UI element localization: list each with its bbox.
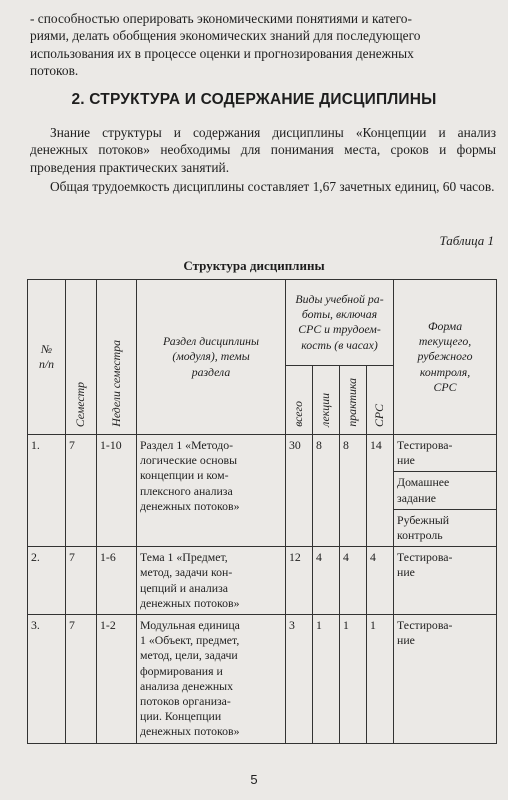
- cell-control: Тестирова- ние: [394, 615, 497, 744]
- cell-srs: 1: [367, 615, 394, 744]
- control-item: Рубежный контроль: [394, 509, 496, 546]
- header-num: № п/п: [28, 280, 66, 435]
- header-practice: практика: [340, 365, 367, 434]
- cell-num: 2.: [28, 547, 66, 615]
- cell-num: 3.: [28, 615, 66, 744]
- cell-total: 3: [286, 615, 313, 744]
- header-total: всего: [286, 365, 313, 434]
- cell-control: Тестирова- ние: [394, 547, 497, 615]
- cell-semester: 7: [66, 615, 97, 744]
- cell-weeks: 1-2: [97, 615, 137, 744]
- page-number: 5: [250, 772, 258, 787]
- cell-section: Модульная единица 1 «Объект, предмет, метод, цели, задачи формирования и анализа денежных потоков организа- ции. Концепции денежных потоков»: [137, 615, 286, 744]
- header-control: Форма текущего, рубежного контроля, СРС: [394, 280, 497, 435]
- section-heading: 2. СТРУКТУРА И СОДЕРЖАНИЕ ДИСЦИПЛИНЫ: [71, 91, 437, 108]
- paragraph-structure: Знание структуры и содержания дисциплины «Концепции и анализ денежных потоков» необходимы для понимания места, сроков и формы проведения практических занятий.: [30, 125, 496, 175]
- table-caption: Таблица 1: [439, 233, 494, 248]
- cell-semester: 7: [66, 435, 97, 547]
- paragraph-workload: Общая трудоемкость дисциплины составляет 1,67 зачетных единиц, 60 часов.: [50, 179, 495, 194]
- intro-line: риями, делать обобщения экономических знаний для последующего: [30, 28, 421, 44]
- cell-lectures: 1: [313, 615, 340, 744]
- cell-practice: 8: [340, 435, 367, 547]
- intro-line: потоков.: [30, 63, 79, 79]
- table-row: [28, 615, 497, 744]
- cell-lectures: 8: [313, 435, 340, 547]
- header-section: Раздел дисциплины (модуля), темы раздела: [137, 280, 286, 435]
- cell-total: 30: [286, 435, 313, 547]
- cell-section: Раздел 1 «Методо- логические основы концепции и ком- плексного анализа денежных потоков»: [137, 435, 286, 547]
- cell-control: [394, 435, 497, 547]
- table-title: Структура дисциплины: [183, 258, 325, 273]
- cell-practice: 4: [340, 547, 367, 615]
- header-weeks: Недели семестра: [97, 280, 137, 435]
- cell-semester: 7: [66, 547, 97, 615]
- intro-line: использования их в процессе оценки и прогнозирования денежных: [30, 45, 414, 61]
- discipline-structure-table: [27, 279, 497, 744]
- cell-srs: 4: [367, 547, 394, 615]
- header-lectures: лекции: [313, 365, 340, 434]
- table-header-row: [28, 280, 497, 366]
- header-work-types: Виды учебной ра- боты, включая СРС и трудоем- кость (в часах): [286, 280, 394, 366]
- header-srs: СРС: [367, 365, 394, 434]
- cell-practice: 1: [340, 615, 367, 744]
- cell-weeks: 1-10: [97, 435, 137, 547]
- cell-num: 1.: [28, 435, 66, 547]
- cell-section: Тема 1 «Предмет, метод, задачи кон- цепций и анализа денежных потоков»: [137, 547, 286, 615]
- control-item: Домашнее задание: [394, 471, 496, 508]
- intro-paragraph: [30, 10, 496, 80]
- cell-srs: 14: [367, 435, 394, 547]
- table-row: [28, 547, 497, 615]
- header-semester: Семестр: [66, 280, 97, 435]
- cell-total: 12: [286, 547, 313, 615]
- intro-line: - способностью оперировать экономическими понятиями и катего-: [30, 11, 412, 26]
- control-item: Тестирова- ние: [397, 438, 453, 468]
- cell-weeks: 1-6: [97, 547, 137, 615]
- table-row: [28, 435, 497, 547]
- cell-lectures: 4: [313, 547, 340, 615]
